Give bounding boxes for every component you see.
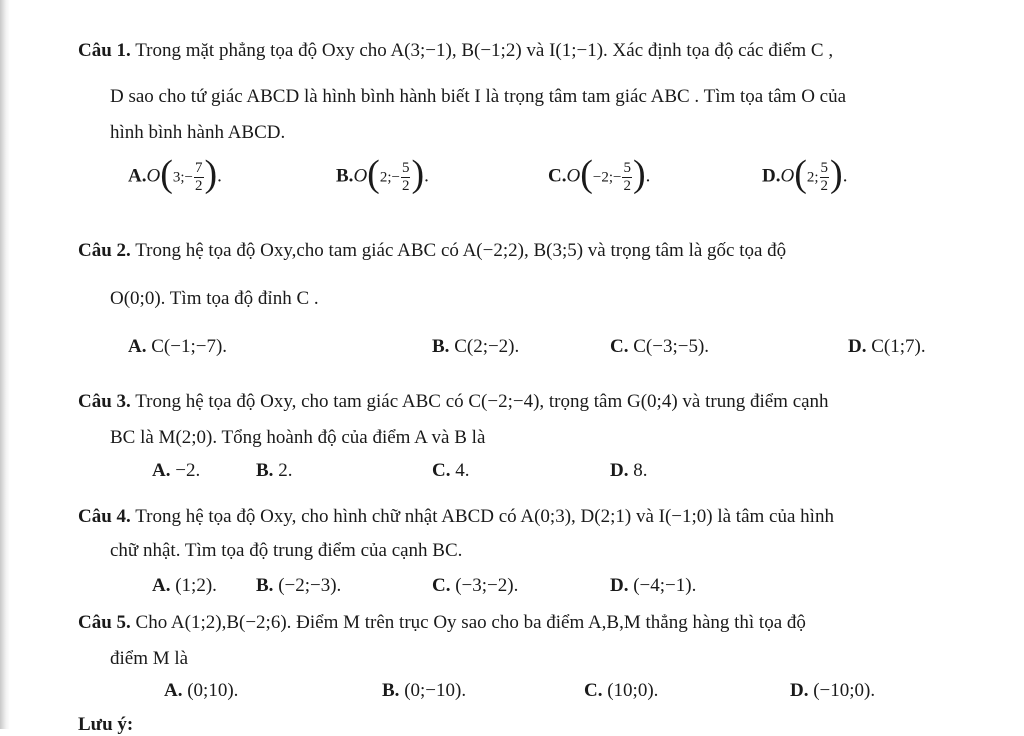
question-2-line-1: [78, 240, 786, 262]
question-3-text-1: Trong hệ tọa độ Oxy, cho tam giác ABC có C(−2;−4), trọng tâm G(0;4) và trung điểm cạnh: [130, 391, 829, 412]
question-1-number: Câu 1.: [78, 40, 131, 61]
question-3-option-b[interactable]: B. 2.: [256, 460, 293, 481]
question-1-option-c[interactable]: C.O(−2;− $\frac{5}{2}$ ).: [548, 153, 651, 195]
question-5-option-b[interactable]: B. (0;−10).: [382, 680, 467, 701]
question-5-option-a[interactable]: A. (0;10).: [164, 680, 239, 701]
question-1-option-d[interactable]: D.O(2; $\frac{5}{2}$ ).: [762, 153, 848, 195]
question-3-number: Câu 3.: [78, 391, 131, 412]
question-2-text-1: Trong hệ tọa độ Oxy,cho tam giác ABC có A(−2;2), B(3;5) và trọng tâm là gốc tọa độ: [130, 240, 787, 261]
question-5-number: Câu 5.: [78, 612, 131, 633]
question-4-option-c[interactable]: C. (−3;−2).: [432, 575, 519, 596]
question-5-option-c[interactable]: C. (10;0).: [584, 680, 659, 701]
question-2-option-b[interactable]: B. C(2;−2).: [432, 336, 520, 357]
question-4-text-1: Trong hệ tọa độ Oxy, cho hình chữ nhật ABCD có A(0;3), D(2;1) và I(−1;0) là tâm của hình: [130, 506, 834, 527]
question-4-number: Câu 4.: [78, 506, 131, 527]
question-1-option-b[interactable]: B.O(2;− $\frac{5}{2}$ ).: [336, 153, 429, 195]
question-2-option-c[interactable]: C. C(−3;−5).: [610, 336, 710, 357]
question-3-line-2: BC là M(2;0). Tổng hoành độ của điểm A và B là: [110, 427, 486, 448]
page-edge-shadow: [0, 0, 10, 729]
question-2-option-a[interactable]: A. C(−1;−7).: [128, 336, 228, 357]
question-1-option-a[interactable]: A.O(3;− $\frac{7}{2}$ ).: [128, 153, 222, 195]
question-1-text-1: Trong mặt phẳng tọa độ Oxy cho A(3;−1), B(−1;2) và I(1;−1). Xác định tọa độ các điểm C ,: [130, 40, 834, 61]
question-2-line-2: O(0;0). Tìm tọa độ đỉnh C .: [110, 288, 319, 309]
question-5-line-2: điểm M là: [110, 648, 189, 669]
question-5-text-1: Cho A(1;2),B(−2;6). Điểm M trên trục Oy sao cho ba điểm A,B,M thẳng hàng thì tọa độ: [130, 612, 806, 633]
footer-note: Lưu ý:: [78, 714, 134, 735]
question-3-option-c[interactable]: C. 4.: [432, 460, 470, 481]
question-5-line-1: [78, 612, 806, 634]
question-1-line-3: hình bình hành ABCD.: [110, 122, 286, 143]
question-4-option-d[interactable]: D. (−4;−1).: [610, 575, 697, 596]
question-2-number: Câu 2.: [78, 240, 131, 261]
question-4-option-b[interactable]: B. (−2;−3).: [256, 575, 342, 596]
question-5-option-d[interactable]: D. (−10;0).: [790, 680, 876, 701]
question-2-option-d[interactable]: D. C(1;7).: [848, 336, 926, 357]
question-1-line-1: [78, 40, 833, 62]
question-3-line-1: [78, 391, 829, 413]
question-4-line-2: chữ nhật. Tìm tọa độ trung điểm của cạnh BC.: [110, 540, 463, 561]
question-3-option-a[interactable]: A. −2.: [152, 460, 201, 481]
question-4-line-1: [78, 506, 834, 528]
question-3-option-d[interactable]: D. 8.: [610, 460, 648, 481]
question-1-line-2: D sao cho tứ giác ABCD là hình bình hành biết I là trọng tâm tam giác ABC . Tìm tọa tâm O của: [110, 86, 847, 107]
question-4-option-a[interactable]: A. (1;2).: [152, 575, 217, 596]
